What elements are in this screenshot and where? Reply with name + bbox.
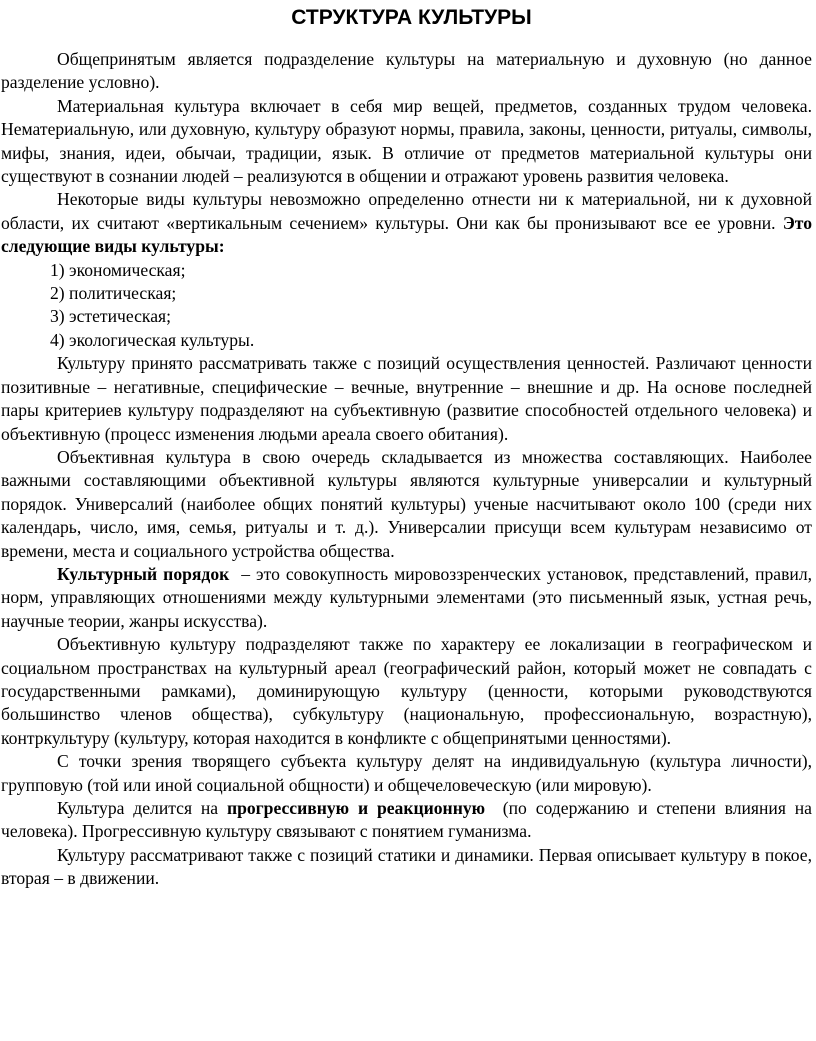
paragraph-10: Культуру рассматривают также с позиций статики и динамики. Первая описывает культуру в покое, вторая – в движении. xyxy=(1,844,812,889)
paragraph-6 xyxy=(1,563,816,633)
list-item: 2) политическая; xyxy=(50,283,177,304)
paragraph-6-text: – это совокупность мировоззренческих установок, представлений, правил, норм, управляющих отношениями между культурными элементами (это письменный язык, устная речь, научные теории, жанры искусства). xyxy=(1,563,816,631)
paragraph-2: Материальная культура включает в себя мир вещей, предметов, созданных трудом человека. Нематериальную, или духовную, культуру образуют нормы, правила, законы, ценности, ритуалы, символы, мифы, знания, идеи, обычаи, традиции, язык. В отличие от предметов материальной культуры они существуют в сознании людей – реализуются в общении и отражают уровень развития человека. xyxy=(1,95,812,187)
paragraph-3-bold-lead: Это следующие виды культуры: xyxy=(1,212,812,257)
list-item: 1) экономическая; xyxy=(50,259,186,280)
paragraph-3-text: Некоторые виды культуры невозможно определенно отнести ни к материальной, ни к духовной области, их считают «вертикальным сечением» культуры. Они как бы пронизывают все ее уровни. xyxy=(1,189,812,233)
paragraph-3 xyxy=(1,188,812,258)
paragraph-9-pre: Культура делится на xyxy=(57,798,227,818)
culture-types-list xyxy=(1,259,812,353)
page-title: СТРУКТУРА КУЛЬТУРЫ xyxy=(291,6,532,29)
list-item: 4) экологическая культуры. xyxy=(50,329,255,350)
list-item: 3) эстетическая; xyxy=(50,306,171,327)
paragraph-1: Общепринятым является подразделение культуры на материальную и духовную (но данное разделение условно). xyxy=(1,49,812,93)
progressive-reactionary-term: прогрессивную и реакционную xyxy=(226,798,486,818)
paragraph-9 xyxy=(1,797,816,844)
paragraph-8: С точки зрения творящего субъекта культуру делят на индивидуальную (культура личности), групповую (той или иной социальной общности) и общечеловеческую (или мировую). xyxy=(1,751,812,795)
paragraph-4: Культуру принято рассматривать также с позиций осуществления ценностей. Различают ценности позитивные – негативные, специфические – вечные, внутренние – внешние и др. На основе последней пары критериев культуру подразделяют на субъективную (развитие способностей отдельного человека) и объективную (процесс изменения людьми ареала своего обитания). xyxy=(1,353,812,444)
cultural-order-term: Культурный порядок xyxy=(57,563,230,584)
paragraph-9-post: (по содержанию и степени влияния на человека). Прогрессивную культуру связывают с понятием гуманизма. xyxy=(1,798,816,842)
paragraph-5: Объективная культура в свою очередь складывается из множества составляющих. Наиболее важными составляющими объективной культуры являются культурные универсалии и культурный порядок. Универсалий (наиболее общих понятий культуры) ученые насчитывают около 100 (среди них календарь, число, имя, семья, ритуалы и т. д.). Универсалии присущи всем культурам независимо от времени, места и социального устройства общества. xyxy=(1,446,812,561)
paragraph-7: Объективную культуру подразделяют также по характеру ее локализации в географическом и социальном пространствах на культурный ареал (географический район, который может не совпадать с государственными рамками), доминирующую культуру (ценности, которыми руководствуются большинство членов общества), субкультуру (национальную, профессиональную, возрастную), контркультуру (культуру, которая находится в конфликте с общепринятыми ценностями). xyxy=(1,634,812,748)
